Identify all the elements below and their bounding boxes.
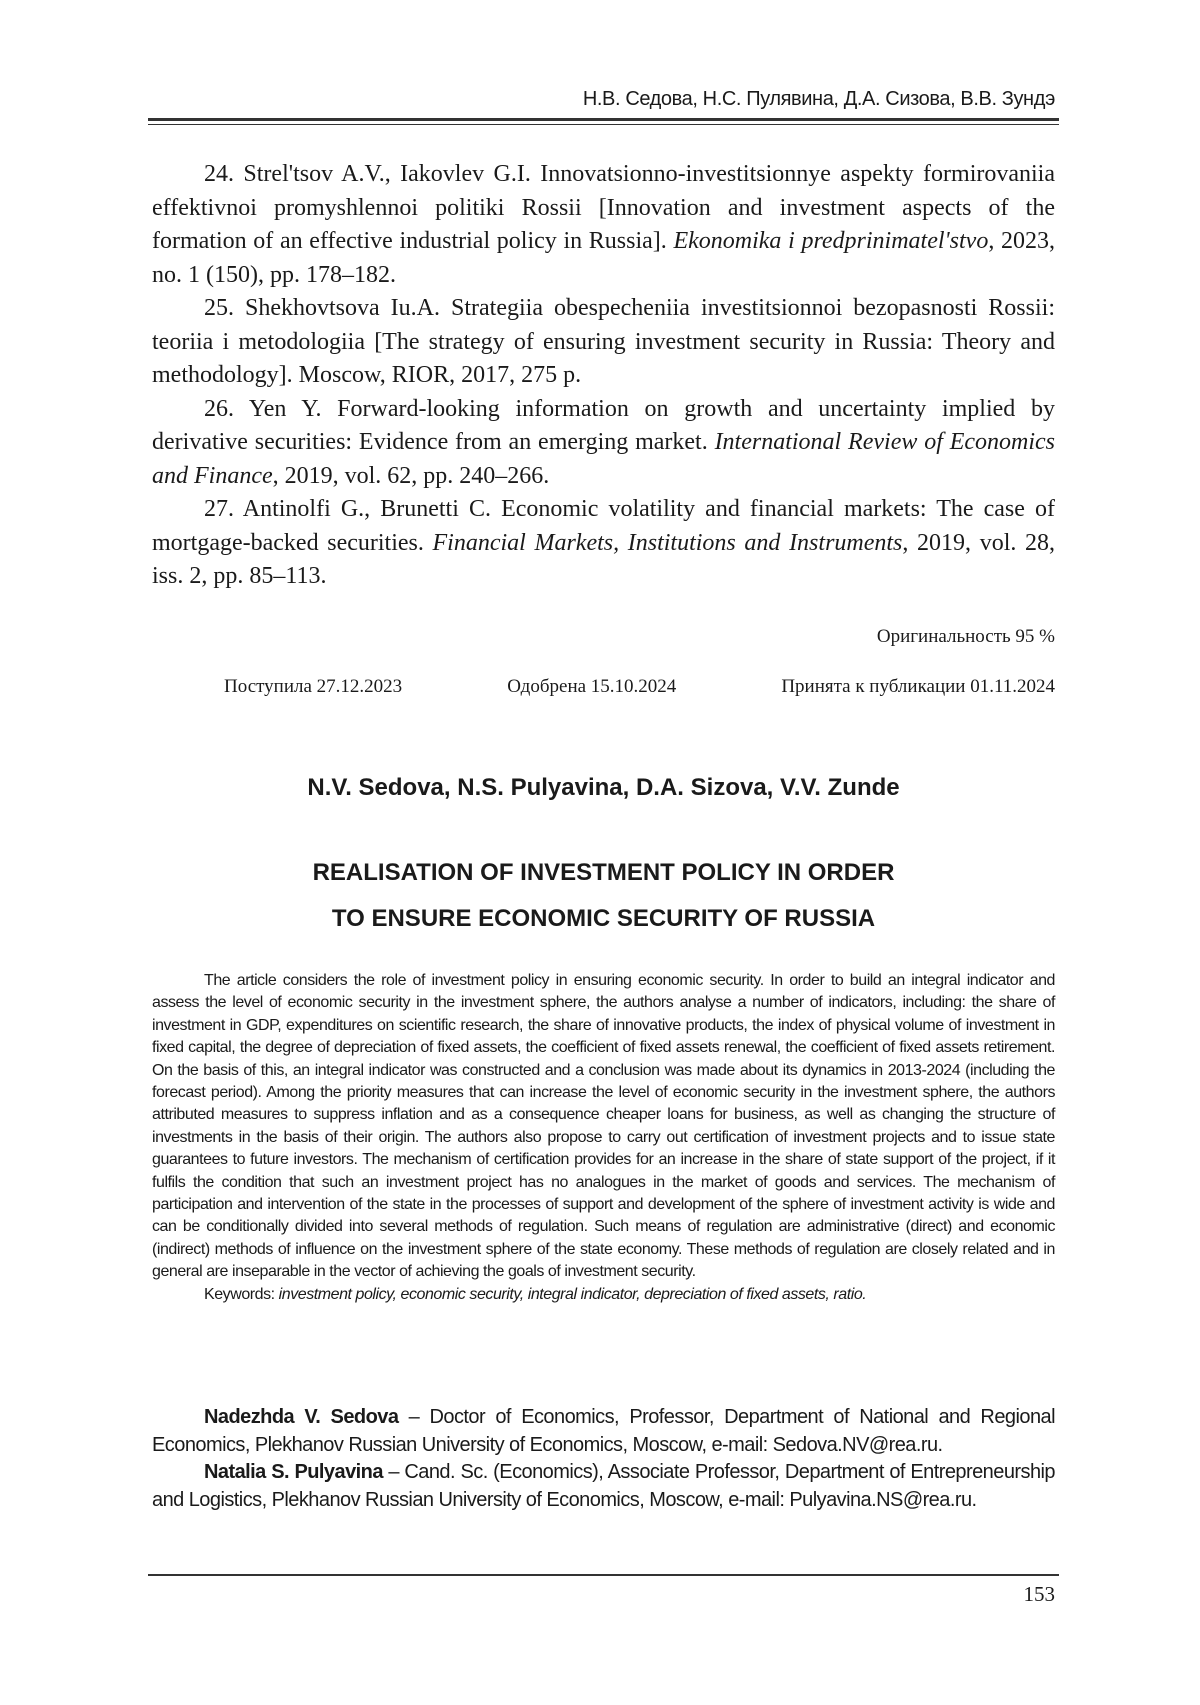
author-bios: [152, 1404, 1055, 1514]
reference-text: , 2019, vol. 62, pp. 240–266.: [273, 463, 550, 489]
approved-date: Одобрена 15.10.2024: [507, 676, 676, 698]
keywords: [152, 1284, 1055, 1306]
keywords-text: investment policy, economic security, integral indicator, depreciation of fixed assets, ratio.: [279, 1286, 867, 1303]
reference-text: 25. Shekhovtsova Iu.A. Strategiia obespecheniia investitsionnoi bezopasnosti Rossii: teoriia i metodologiia [The strategy of ensuring investment security in Russia: Theory and methodology]. Moscow, RIOR, 2017, 275 p.: [152, 295, 1055, 388]
accepted-date: Принята к публикации 01.11.2024: [781, 676, 1055, 698]
reference-text: , 2023, no. 1 (150), pp. 178–182.: [152, 228, 1055, 288]
header-rule: [148, 118, 1059, 125]
originality-note: Оригинальность 95 %: [877, 626, 1055, 648]
reference-item: [152, 292, 1055, 393]
reference-item: [152, 493, 1055, 594]
author-info: – Doctor of Economics, Professor, Department of National and Regional Economics, Plekhanov Russian University of Economics, Moscow, e-mail: Sedova.NV@rea.ru.: [152, 1406, 1055, 1456]
reference-text: 27. Antinolfi G., Brunetti C. Economic volatility and financial markets: The case of mortgage-backed securities.: [152, 496, 1055, 556]
author-name: Natalia S. Pulyavina: [204, 1461, 383, 1483]
title-line: TO ENSURE ECONOMIC SECURITY OF RUSSIA: [152, 896, 1055, 942]
author-info: – Cand. Sc. (Economics), Associate Professor, Department of Entrepreneurship and Logistics, Plekhanov Russian University of Economics, Moscow, e-mail: Pulyavina.NS@rea.ru.: [152, 1461, 1055, 1511]
footer-rule: [148, 1574, 1059, 1576]
keywords-label: Keywords:: [204, 1286, 279, 1303]
reference-text: 26. Yen Y. Forward-looking information on growth and uncertainty implied by derivative securities: Evidence from an emerging market.: [152, 396, 1055, 456]
reference-text: , 2019, vol. 28, iss. 2, pp. 85–113.: [152, 530, 1055, 590]
author-name: Nadezhda V. Sedova: [204, 1406, 398, 1428]
author-bio: [152, 1459, 1055, 1514]
reference-item: [152, 158, 1055, 292]
abstract: [152, 970, 1055, 1306]
reference-source: International Review of Economics and Finance: [152, 429, 1055, 489]
reference-item: [152, 393, 1055, 494]
abstract-text: The article considers the role of investment policy in ensuring economic security. In order to build an integral indicator and assess the level of economic security in the investment sphere, the authors analyse a number of indicators, including: the share of investment in GDP, expenditures on scientific research, the share of innovative products, the index of physical volume of investment in fixed capital, the degree of depreciation of fixed assets, the coefficient of fixed assets renewal, the coefficient of fixed assets retirement. On the basis of this, an integral indicator was constructed and a conclusion was made about its dynamics in 2013-2024 (including the forecast period). Among the priority measures that can increase the level of economic security in the investment sphere, the authors attributed measures to suppress inflation and as a consequence cheaper loans for business, as well as changing the structure of investments in the basis of their origin. The authors also propose to carry out certification of investment projects and to issue state guarantees to future investors. The mechanism of certification provides for an increase in the share of state support of the project, if it fulfils the condition that such an investment project has no analogues in the market of goods and services. The mechanism of participation and intervention of the state in the processes of support and development of the sphere of investment activity is wide and can be conditionally divided into several methods of regulation. Such means of regulation are administrative (direct) and economic (indirect) methods of influence on the investment sphere of the state economy. These methods of regulation are closely related and in general are inseparable in the vector of achieving the goals of investment security.: [152, 970, 1055, 1284]
running-head: Н.В. Седова, Н.С. Пулявина, Д.А. Сизова, В.В. Зундэ: [583, 88, 1055, 111]
reference-source: Ekonomika i predprinimatel'stvo: [673, 228, 988, 254]
reference-list: [152, 158, 1055, 594]
title-line: REALISATION OF INVESTMENT POLICY IN ORDER: [152, 850, 1055, 896]
page-number: 153: [1024, 1582, 1056, 1607]
received-date: Поступила 27.12.2023: [224, 676, 402, 698]
author-bio: [152, 1404, 1055, 1459]
reference-text: 24. Strel'tsov A.V., Iakovlev G.I. Innovatsionno-investitsionnye aspekty formirovaniia effektivnoi promyshlennoi politiki Rossii [Innovation and investment aspects of the formation of an effective industrial policy in Russia].: [152, 161, 1055, 254]
article-title: [152, 850, 1055, 942]
publication-dates: [224, 676, 1055, 698]
article-authors: N.V. Sedova, N.S. Pulyavina, D.A. Sizova, V.V. Zunde: [152, 774, 1055, 802]
reference-source: Financial Markets, Institutions and Instruments: [433, 530, 903, 556]
